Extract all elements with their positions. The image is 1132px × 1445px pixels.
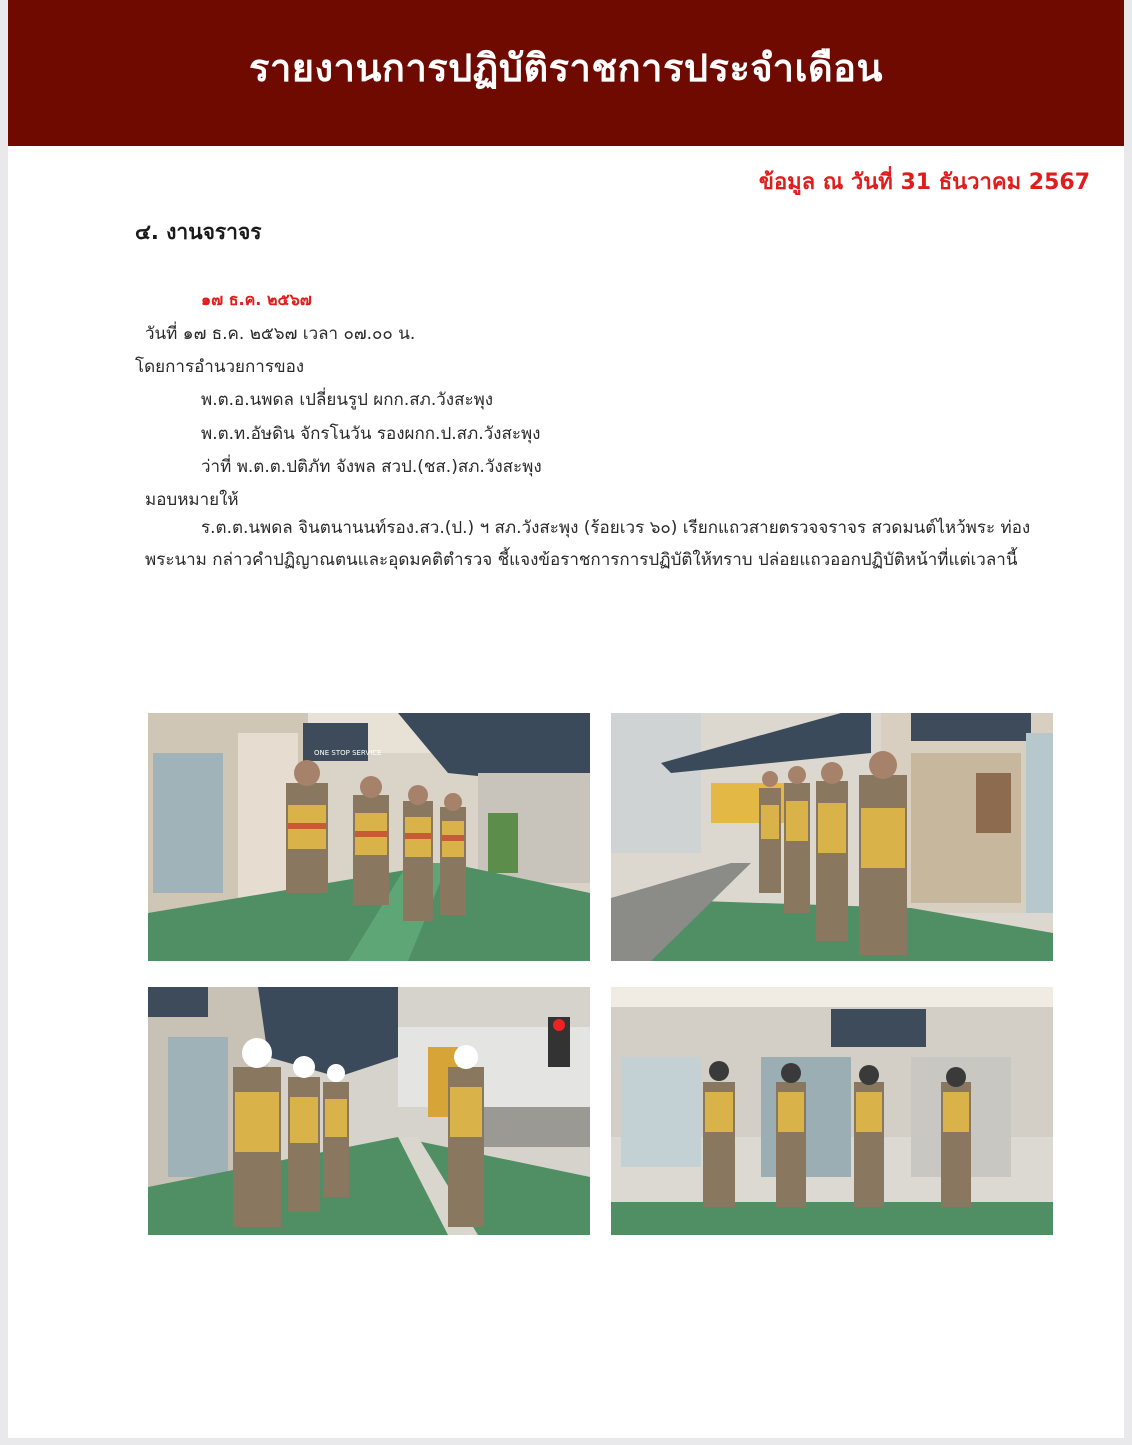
photo-roll-call-4 [611,987,1053,1235]
data-as-of-date: ข้อมูล ณ วันที่ 31 ธันวาคม 2567 [758,170,1090,195]
photo-roll-call-3 [148,987,590,1235]
header-band [8,0,1124,146]
entry-date-label: ๑๗ ธ.ค. ๒๕๖๗ [201,290,312,309]
section-heading: ๔. งานจราจร [135,220,262,244]
director-1: พ.ต.อ.นพดล เปลี่ยนรูป ผกก.สภ.วังสะพุง [201,390,494,410]
photo-sign-text: ONE STOP SERVICE [314,749,382,757]
page-title: รายงานการปฏิบัติราชการประจำเดือน [249,45,883,90]
entry-datetime: วันที่ ๑๗ ธ.ค. ๒๕๖๗ เวลา ๐๗.๐๐ น. [145,324,416,344]
duty-description: ร.ต.ต.นพดล จินตนานนท์รอง.สว.(ป.) ฯ สภ.วังสะพุง (ร้อยเวร ๖๐) เรียกแถวสายตรวจจราจร สวดมนต์ไหว้พระ ท่องพระนาม กล่าวคำปฏิญาณตนและอุดมคติตำรวจ ชี้แจงข้อราชการการปฏิบัติให้ทราบ ปล่อยแถวออกปฏิบัติหน้าที่แต่เวลานี้ [145,518,1031,570]
director-2: พ.ต.ท.อัษดิน จักรโนวัน รองผกก.ป.สภ.วังสะพุง [201,424,541,444]
report-page [8,0,1124,1438]
assigned-label: มอบหมายให้ [145,490,239,510]
photo-roll-call-1 [148,713,590,961]
photo-roll-call-2 [611,713,1053,961]
directed-by-label: โดยการอำนวยการของ [135,357,305,377]
director-3: ว่าที่ พ.ต.ต.ปติภัท จังพล สวป.(ชส.)สภ.วังสะพุง [201,457,542,477]
